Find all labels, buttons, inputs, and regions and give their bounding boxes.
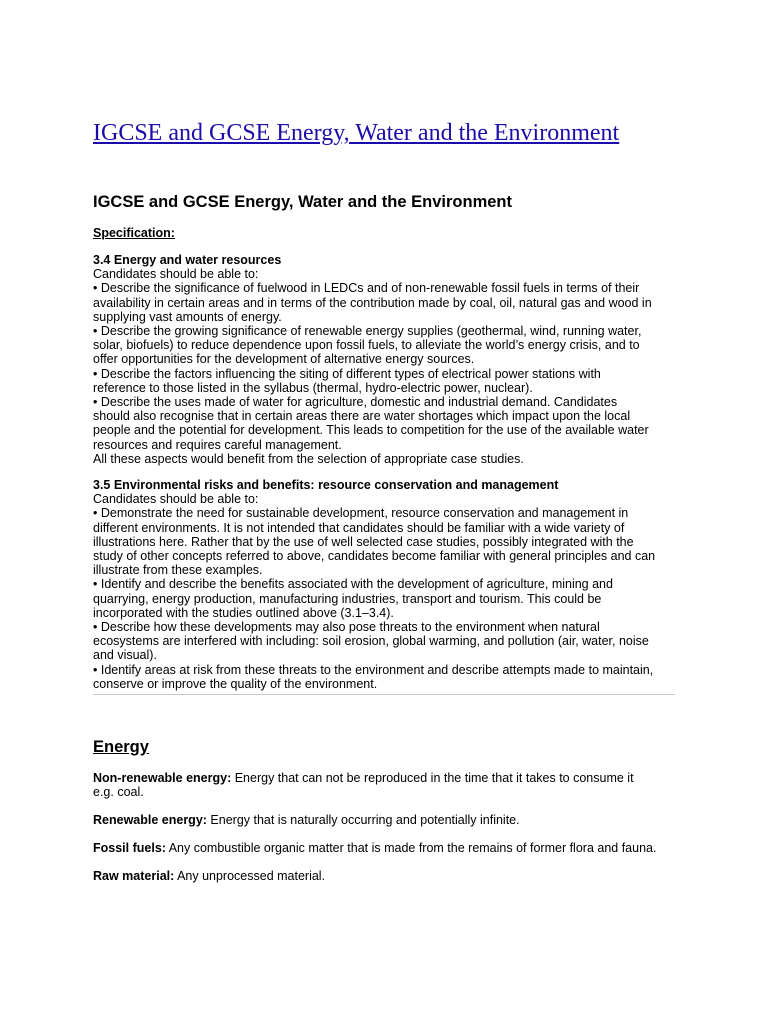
- horizontal-rule: [93, 694, 675, 695]
- section-line: different environments. It is not intended that candidates should be familiar with a wide variety of: [93, 520, 625, 535]
- section-line: • Describe the uses made of water for agriculture, domestic and industrial demand. Candidates: [93, 395, 618, 410]
- section-line: Candidates should be able to:: [93, 492, 259, 507]
- section-line: Candidates should be able to:: [93, 267, 259, 282]
- definition-raw-material: [93, 869, 683, 883]
- section-line: and visual).: [93, 648, 157, 663]
- definition-text: Energy that is naturally occurring and potentially infinite.: [206, 813, 520, 827]
- section-line: incorporated with the studies outlined above (3.1–3.4).: [93, 605, 394, 620]
- section-line: should also recognise that in certain areas there are water shortages which impact upon the local: [93, 409, 631, 424]
- section-heading: 3.5 Environmental risks and benefits: resource conservation and management: [93, 478, 559, 492]
- section-line: reference to those listed in the syllabus (thermal, hydro-electric power, nuclear).: [93, 380, 533, 395]
- section-line: All these aspects would benefit from the selection of appropriate case studies.: [93, 451, 524, 466]
- section-line: • Identify and describe the benefits associated with the development of agriculture, mining and: [93, 577, 613, 592]
- page-title-link[interactable]: IGCSE and GCSE Energy, Water and the Environment: [93, 120, 620, 146]
- section-line: • Describe the growing significance of renewable energy supplies (geothermal, wind, running water,: [93, 324, 642, 339]
- section-line: • Describe the factors influencing the siting of different types of electrical power stations with: [93, 366, 601, 381]
- section-line: • Demonstrate the need for sustainable development, resource conservation and management in: [93, 506, 629, 521]
- definition-term: Raw material:: [93, 869, 175, 883]
- definition-text: Any unprocessed material.: [174, 869, 326, 883]
- section-line: availability in certain areas and in terms of the contribution made by coal, oil, natural gas and wood in: [93, 295, 652, 310]
- definition-text-continued: e.g. coal.: [93, 785, 144, 800]
- section-line: conserve or improve the quality of the environment.: [93, 676, 378, 691]
- section-line: ecosystems are interfered with including: soil erosion, global warming, and pollution (air, water, noise: [93, 634, 649, 649]
- section-line: study of other concepts referred to above, candidates become familiar with general principles and can: [93, 549, 656, 564]
- definition-text: Any combustible organic matter that is made from the remains of former flora and fauna.: [165, 841, 657, 855]
- section-line: • Identify areas at risk from these threats to the environment and describe attempts made to maintain,: [93, 662, 654, 677]
- section-energy-water-resources: [93, 253, 683, 466]
- definition-fossil-fuels: [93, 841, 683, 855]
- definition-renewable-energy: [93, 813, 683, 827]
- definition-non-renewable-energy: [93, 771, 683, 799]
- definition-term: Fossil fuels:: [93, 841, 166, 855]
- energy-heading: Energy: [93, 738, 149, 756]
- section-line: • Describe the significance of fuelwood in LEDCs and of non-renewable fossil fuels in terms of their: [93, 281, 640, 296]
- definition-term: Non-renewable energy:: [93, 771, 232, 785]
- section-line: resources and requires careful management.: [93, 437, 342, 452]
- section-line: solar, biofuels) to reduce dependence upon fossil fuels, to alleviate the world’s energy crisis, and to: [93, 338, 640, 353]
- section-line: supplying vast amounts of energy.: [93, 309, 282, 324]
- section-heading: 3.4 Energy and water resources: [93, 253, 282, 267]
- section-line: • Describe how these developments may also pose threats to the environment when natural: [93, 620, 600, 635]
- section-line: illustrate from these examples.: [93, 563, 263, 578]
- definition-term: Renewable energy:: [93, 813, 207, 827]
- definition-text: Energy that can not be reproduced in the time that it takes to consume it: [231, 771, 634, 785]
- specification-label: Specification:: [93, 226, 175, 240]
- section-line: quarrying, energy production, manufacturing industries, transport and tourism. This could be: [93, 591, 602, 606]
- document-heading: IGCSE and GCSE Energy, Water and the Environment: [93, 193, 512, 211]
- section-line: offer opportunities for the development of alternative energy sources.: [93, 352, 475, 367]
- section-line: illustrations here. Rather that by the use of well selected case studies, possibly integrated with the: [93, 534, 634, 549]
- section-environmental-risks: [93, 478, 683, 691]
- section-line: people and the potential for development. This leads to competition for the use of the available water: [93, 423, 649, 438]
